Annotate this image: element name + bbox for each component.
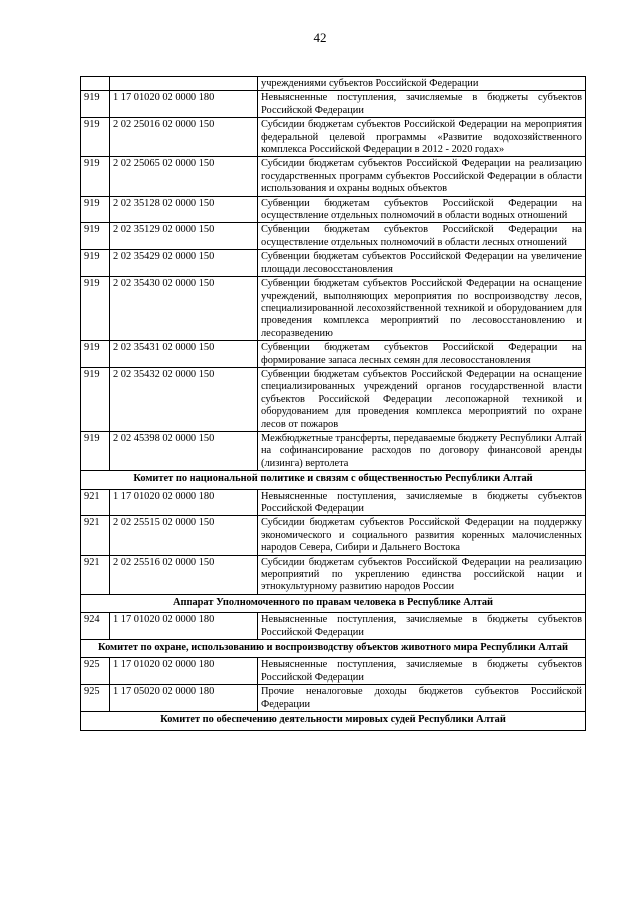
income-name-cell: Невыясненные поступления, зачисляемые в бюджеты субъектов Российской Федерации <box>258 658 586 685</box>
income-name-cell: Невыясненные поступления, зачисляемые в бюджеты субъектов Российской Федерации <box>258 91 586 118</box>
kbk-code-cell: 2 02 35429 02 0000 150 <box>110 250 258 277</box>
income-name-cell: Субсидии бюджетам субъектов Российской Федерации на реализацию государственных программ субъектов Российской Федерации в области использования и охраны водных объектов <box>258 157 586 196</box>
kbk-code-cell: 2 02 35129 02 0000 150 <box>110 223 258 250</box>
admin-code-cell: 919 <box>81 341 110 368</box>
kbk-code-cell: 2 02 45398 02 0000 150 <box>110 431 258 470</box>
admin-code-cell: 921 <box>81 489 110 516</box>
table-row <box>81 341 586 368</box>
section-title: Аппарат Уполномоченного по правам человека в Республике Алтай <box>81 594 586 612</box>
kbk-code-cell: 1 17 01020 02 0000 180 <box>110 613 258 640</box>
table-row <box>81 516 586 555</box>
table-row <box>81 555 586 594</box>
budget-codes-table <box>80 76 586 731</box>
admin-code-cell <box>81 77 110 91</box>
admin-code-cell: 924 <box>81 613 110 640</box>
table-row <box>81 367 586 431</box>
table-row <box>81 489 586 516</box>
table-row <box>81 118 586 157</box>
admin-code-cell: 921 <box>81 555 110 594</box>
admin-code-cell: 919 <box>81 118 110 157</box>
admin-code-cell: 921 <box>81 516 110 555</box>
income-name-cell: учреждениями субъектов Российской Федерации <box>258 77 586 91</box>
kbk-code-cell: 2 02 25516 02 0000 150 <box>110 555 258 594</box>
kbk-code-cell: 2 02 25016 02 0000 150 <box>110 118 258 157</box>
income-name-cell: Субвенции бюджетам субъектов Российской Федерации на оснащение специализированных учреждений органов государственной власти субъектов Российской Федерации лесопожарной техникой и оборудованием для проведения комплекса мероприятий по охране лесов от пожаров <box>258 367 586 431</box>
table-row <box>81 277 586 341</box>
table-body <box>81 77 586 731</box>
kbk-code-cell: 1 17 01020 02 0000 180 <box>110 489 258 516</box>
income-name-cell: Субвенции бюджетам субъектов Российской Федерации на оснащение учреждений, выполняющих мероприятия по воспроизводству лесов, специализированной лесохозяйственной техникой и оборудованием для проведения комплекса мероприятий по лесовосстановлению и лесоразведению <box>258 277 586 341</box>
section-title: Комитет по обеспечению деятельности мировых судей Республики Алтай <box>81 712 586 730</box>
table-row <box>81 91 586 118</box>
income-name-cell: Субсидии бюджетам субъектов Российской Федерации на мероприятия федеральной целевой программы «Развитие водохозяйственного комплекса Российской Федерации в 2012 - 2020 годах» <box>258 118 586 157</box>
admin-code-cell: 925 <box>81 658 110 685</box>
kbk-code-cell: 2 02 35128 02 0000 150 <box>110 196 258 223</box>
income-name-cell: Субвенции бюджетам субъектов Российской Федерации на увеличение площади лесовосстановления <box>258 250 586 277</box>
section-header-row <box>81 471 586 489</box>
kbk-code-cell: 2 02 35432 02 0000 150 <box>110 367 258 431</box>
admin-code-cell: 919 <box>81 367 110 431</box>
table-row <box>81 223 586 250</box>
income-name-cell: Субвенции бюджетам субъектов Российской Федерации на осуществление отдельных полномочий в области лесных отношений <box>258 223 586 250</box>
admin-code-cell: 919 <box>81 223 110 250</box>
income-name-cell: Невыясненные поступления, зачисляемые в бюджеты субъектов Российской Федерации <box>258 489 586 516</box>
admin-code-cell: 919 <box>81 431 110 470</box>
table-row <box>81 658 586 685</box>
income-name-cell: Невыясненные поступления, зачисляемые в бюджеты субъектов Российской Федерации <box>258 613 586 640</box>
section-title: Комитет по национальной политике и связям с общественностью Республики Алтай <box>81 471 586 489</box>
table-row <box>81 157 586 196</box>
admin-code-cell: 919 <box>81 277 110 341</box>
kbk-code-cell: 1 17 01020 02 0000 180 <box>110 658 258 685</box>
section-header-row <box>81 712 586 730</box>
kbk-code-cell: 2 02 35430 02 0000 150 <box>110 277 258 341</box>
table-row <box>81 250 586 277</box>
income-name-cell: Субвенции бюджетам субъектов Российской Федерации на формирование запаса лесных семян для лесовосстановления <box>258 341 586 368</box>
kbk-code-cell <box>110 77 258 91</box>
section-title: Комитет по охране, использованию и воспроизводству объектов животного мира Республики Алтай <box>81 640 586 658</box>
admin-code-cell: 919 <box>81 250 110 277</box>
income-name-cell: Субвенции бюджетам субъектов Российской Федерации на осуществление отдельных полномочий в области водных отношений <box>258 196 586 223</box>
income-name-cell: Межбюджетные трансферты, передаваемые бюджету Республики Алтай на софинансирование расходов по договору финансовой аренды (лизинга) вертолета <box>258 431 586 470</box>
table-row <box>81 196 586 223</box>
section-header-row <box>81 640 586 658</box>
income-name-cell: Прочие неналоговые доходы бюджетов субъектов Российской Федерации <box>258 685 586 712</box>
income-name-cell: Субсидии бюджетам субъектов Российской Федерации на поддержку экономического и социального развития коренных малочисленных народов Севера, Сибири и Дальнего Востока <box>258 516 586 555</box>
table-row <box>81 77 586 91</box>
kbk-code-cell: 2 02 25515 02 0000 150 <box>110 516 258 555</box>
section-header-row <box>81 594 586 612</box>
admin-code-cell: 919 <box>81 157 110 196</box>
table-row <box>81 431 586 470</box>
kbk-code-cell: 2 02 35431 02 0000 150 <box>110 341 258 368</box>
table-row <box>81 613 586 640</box>
income-name-cell: Субсидии бюджетам субъектов Российской Федерации на реализацию мероприятий по укреплению единства российской нации и этнокультурному развитию народов России <box>258 555 586 594</box>
admin-code-cell: 919 <box>81 196 110 223</box>
table-row <box>81 685 586 712</box>
kbk-code-cell: 1 17 05020 02 0000 180 <box>110 685 258 712</box>
admin-code-cell: 925 <box>81 685 110 712</box>
page-number: 42 <box>313 30 327 45</box>
kbk-code-cell: 2 02 25065 02 0000 150 <box>110 157 258 196</box>
admin-code-cell: 919 <box>81 91 110 118</box>
kbk-code-cell: 1 17 01020 02 0000 180 <box>110 91 258 118</box>
